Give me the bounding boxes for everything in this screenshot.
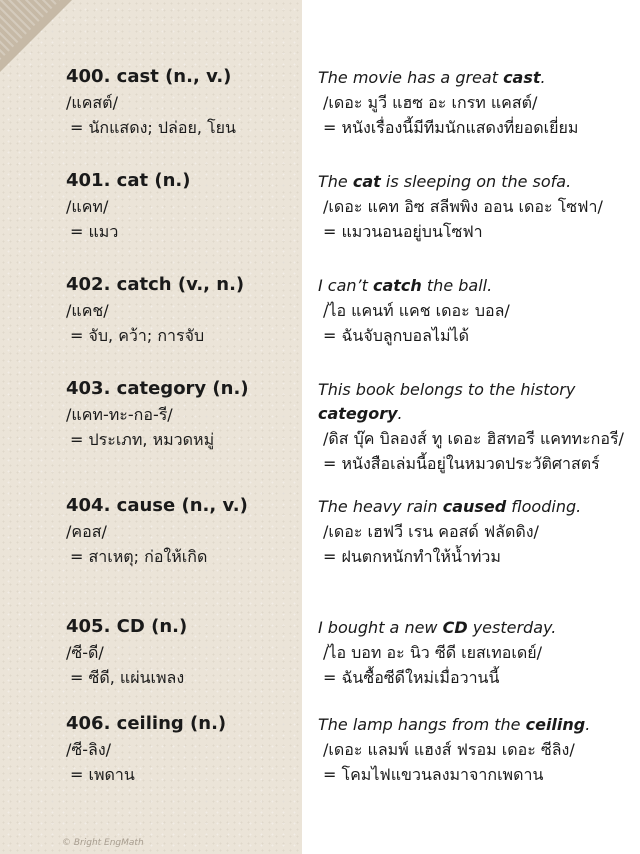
sentence-text: flooding. <box>506 497 582 516</box>
sentence-translation: = ฝนตกหนักทำให้น้ำท่วม <box>323 547 501 566</box>
vocab-pronunciation: /ซี-ดี/ <box>66 643 104 662</box>
sentence-text: . <box>540 68 546 87</box>
sentence-text: The movie has a great <box>318 68 504 87</box>
sentence-keyword: category <box>318 404 398 423</box>
sentence-text: is sleeping on the sofa. <box>380 172 572 191</box>
sentence-pronunciation: /เดอะ เฮฟวี เรน คอสด์ ฟลัดดิง/ <box>323 522 539 541</box>
sentence-keyword: cat <box>352 172 381 191</box>
sentence-keyword: caused <box>442 497 507 516</box>
sentence-text: The lamp hangs from the <box>318 715 526 734</box>
vocab-pronunciation: /แคสต์/ <box>66 93 118 112</box>
vocab-word: 406. ceiling (n.) <box>66 713 227 734</box>
vocab-word: 402. catch (v., n.) <box>66 274 245 295</box>
sentence-text: The <box>318 172 353 191</box>
sentence-pronunciation: /เดอะ แลมพ์ แฮงส์ ฟรอม เดอะ ซีลิง/ <box>323 740 575 759</box>
example-sentence <box>318 170 628 194</box>
vocab-meaning: = ซีดี, แผ่นเพลง <box>70 668 185 687</box>
vocab-meaning: = ประเภท, หมวดหมู่ <box>70 430 215 449</box>
vocab-meaning: = จับ, คว้า; การจับ <box>70 326 205 345</box>
example-sentence <box>318 495 628 519</box>
vocab-pronunciation: /ซี-ลิง/ <box>66 740 112 759</box>
sentence-text: This book belongs to the history <box>318 380 576 399</box>
vocab-pronunciation: /แคช/ <box>66 301 109 320</box>
vocab-meaning: = เพดาน <box>70 765 135 784</box>
example-sentence <box>318 378 628 426</box>
copyright-watermark: © Bright EngMath <box>62 838 144 848</box>
vocab-word: 405. CD (n.) <box>66 616 188 637</box>
sentence-keyword: CD <box>442 618 468 637</box>
example-sentence <box>318 713 628 737</box>
sentence-translation: = ฉันจับลูกบอลไม่ได้ <box>323 326 469 345</box>
example-sentence <box>318 274 628 298</box>
vocab-word: 404. cause (n., v.) <box>66 495 248 516</box>
sentence-pronunciation: /เดอะ แคท อิซ สลีพพิง ออน เดอะ โซฟา/ <box>323 197 603 216</box>
sentence-pronunciation: /เดอะ มูวี แฮซ อะ เกรท แคสต์/ <box>323 93 538 112</box>
sentence-keyword: cast <box>503 68 541 87</box>
sentence-translation: = โคมไฟแขวนลงมาจากเพดาน <box>323 765 544 784</box>
sentence-translation: = แมวนอนอยู่บนโซฟา <box>323 222 483 241</box>
sentence-pronunciation: /ไอ แคนท์ แคช เดอะ บอล/ <box>323 301 510 320</box>
sentence-translation: = หนังเรื่องนี้มีทีมนักแสดงที่ยอดเยี่ยม <box>323 118 579 137</box>
vocab-meaning: = สาเหตุ; ก่อให้เกิด <box>70 547 208 566</box>
vocab-word: 403. category (n.) <box>66 378 249 399</box>
sentence-pronunciation: /ไอ บอท อะ นิว ซีดี เยสเทอเดย์/ <box>323 643 543 662</box>
vocab-meaning: = นักแสดง; ปล่อย, โยน <box>70 118 236 137</box>
vocab-word: 401. cat (n.) <box>66 170 191 191</box>
vocab-pronunciation: /คอส/ <box>66 522 107 541</box>
sentence-text: I can’t <box>318 276 373 295</box>
sentence-translation: = หนังสือเล่มนี้อยู่ในหมวดประวัติศาสตร์ <box>323 454 600 473</box>
example-sentence <box>318 66 628 90</box>
vocab-pronunciation: /แคท-ทะ-กอ-รี/ <box>66 405 173 424</box>
sentence-text: I bought a new <box>318 618 443 637</box>
sentence-pronunciation: /ดิส บุ๊ค บิลองส์ ทู เดอะ ฮิสทอรี แคททะกอรี/ <box>323 429 624 448</box>
sentence-keyword: ceiling <box>525 715 586 734</box>
sentence-text: . <box>585 715 591 734</box>
sentence-text: yesterday. <box>467 618 557 637</box>
sentence-translation: = ฉันซื้อซีดีใหม่เมื่อวานนี้ <box>323 668 500 687</box>
sentence-keyword: catch <box>373 276 422 295</box>
example-sentence <box>318 616 628 640</box>
vocab-meaning: = แมว <box>70 222 119 241</box>
sentence-text: the ball. <box>421 276 493 295</box>
sentence-text: . <box>397 404 403 423</box>
vocab-word: 400. cast (n., v.) <box>66 66 232 87</box>
vocab-pronunciation: /แคท/ <box>66 197 109 216</box>
sentence-text: The heavy rain <box>318 497 443 516</box>
